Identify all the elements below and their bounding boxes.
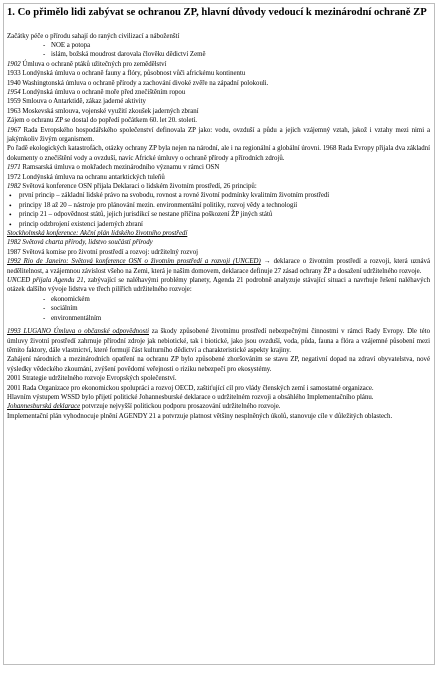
document-page xyxy=(3,3,435,665)
paragraph-text: → deklarace o životním prostředí a rozvoji, která uznává nedělitelnost, a vzájemnou závislost všeho na Zemi, která je naším domovem, deklarace definuje 27 zásad ochrany ŽP a dosažení udržitelného rozvoje. xyxy=(7,258,430,275)
dash-marker: - xyxy=(43,51,46,59)
paragraph-lead: 1992 Rio de Janeiro: Světová konference OSN o životním prostředí a rozvoji (UNCED) xyxy=(7,258,261,266)
bullet-list-item xyxy=(7,201,430,210)
bullet-icon: • xyxy=(9,191,12,201)
paragraph-lead: 1954 xyxy=(7,88,21,96)
paragraph-lead: UNCED přijala Agendu 21, xyxy=(7,277,86,285)
paragraph-text: 1933 Londýnská úmluva o ochraně fauny a flóry, působnost vůči africkému kontinentu xyxy=(7,70,246,78)
list-item-text: NOE a potopa xyxy=(51,41,91,49)
dash-marker: - xyxy=(43,314,46,322)
bullet-list-item xyxy=(7,210,430,219)
paragraph-text: 1959 Smlouva o Antarktidě, zákaz jaderné aktivity xyxy=(7,98,146,106)
paragraph-lead: 1971 xyxy=(7,164,21,172)
paragraph xyxy=(7,393,430,402)
list-item-text: environmentálním xyxy=(51,314,102,322)
paragraph xyxy=(7,327,430,355)
dash-list-item xyxy=(7,295,430,304)
dash-marker: - xyxy=(43,295,46,303)
list-item-text: sociálním xyxy=(51,305,78,313)
paragraph xyxy=(7,97,430,106)
paragraph-text: Rada Evropského hospodářského společenství definovala ZP jako: vodu, ovzduší a půdu a jejich vzájemný vztah, jakož i vztahy mezi nimi a jakýmkoliv živým organismem. xyxy=(7,126,430,143)
paragraph xyxy=(7,374,430,383)
paragraph xyxy=(7,79,430,88)
paragraph xyxy=(7,88,430,97)
paragraph xyxy=(7,238,430,247)
paragraph-text: 1940 Washingtonská úmluva o ochraně přírody a zachování divoké zvěře na západní polokouli. xyxy=(7,79,269,87)
list-item-text: principy 18 až 20 – nástroje pro plánování mezin. environmentální politiky, rozvoj vědy a technologií xyxy=(19,201,298,209)
paragraph-text: Zájem o ochranu ZP se dostal do popředí počátkem 60. let 20. století. xyxy=(7,117,197,125)
paragraph-text: zabývající se naléhavými problémy planety, Agenda 21 podrobně analyzuje stávající situaci a navrhuje řešení naléhavých otázek dalšího vývoje lidstva ve třech pilířích udržitelného rozvoje: xyxy=(7,277,430,294)
bullet-list-item xyxy=(7,191,430,200)
paragraph-text: Implementační plán vyhodnocuje plnění AGENDY 21 a potvrzuje platnost většiny nesplněných úkolů, stanovuje cíle v důležitých oblastech. xyxy=(7,412,393,420)
list-item-text: princip 21 – odpovědnost států, jejich jurisdikcí se nestane příčina poškození ŽP jiných států xyxy=(19,211,273,219)
paragraph-text: Úmluva o ochraně ptáků užitečných pro zemědělství xyxy=(20,60,167,68)
paragraph xyxy=(7,355,430,374)
paragraph xyxy=(7,248,430,257)
paragraph xyxy=(7,173,430,182)
paragraph xyxy=(7,276,430,295)
paragraph-text: Hlavním výstupem WSSD bylo přijetí politické Johannesburské deklarace o udržitelném rozvoji a obsáhlého Implementačního plánu. xyxy=(7,393,374,401)
paragraph-text: za škody způsobené životnímu prostředí nebezpečnými činnostmi v rámci Rady Evropy. Dle této úmluvy životní prostředí zahrnuje přírodní zdroje jak nebiotické, tak i biotické, jako jsou ovzduší, voda, půda, fauna a flóra a vzájemné působení mezi těmito faktory, dále vlastnictví, které formují část kulturního dědictví a charakteristické aspekty krajiny. xyxy=(7,328,430,354)
paragraph-text: 1972 Londýnská úmluva na ochranu antarktických tuleňů xyxy=(7,173,165,181)
list-item-text: princip odzbrojení existenci jaderných zbraní xyxy=(19,220,143,228)
paragraph-text: Po řadě ekologických katastrofách, otázky ochrany ZP byla nejen na národní, ale i na regionální a globální úrovni. 1968 Rada Evropy přijala dva základní dokumenty o znečištění vody a ovzduší, navíc Africké úmluvy o ochraně přírody a přírodních zdrojů. xyxy=(7,145,430,162)
paragraph xyxy=(7,144,430,163)
dash-marker: - xyxy=(43,41,46,49)
paragraph xyxy=(7,402,430,411)
paragraph-text: Londýnská úmluva o ochraně moře před znečištěním ropou xyxy=(20,88,186,96)
paragraph-lead: 1993 LUGANO Úmluva o občanské odpovědnosti xyxy=(7,328,149,336)
bullet-icon: • xyxy=(9,210,12,220)
paragraph xyxy=(7,107,430,116)
paragraph-lead: 1902 xyxy=(7,60,21,68)
paragraph xyxy=(7,384,430,393)
paragraph-text: 2001 Rada Organizace pro ekonomickou spolupráci a rozvoj OECD, zaštiťující cíl pro vlády členských zemí i samostatné organizace. xyxy=(7,384,374,392)
paragraph xyxy=(7,116,430,125)
list-item-text: ekonomickém xyxy=(51,295,90,303)
page-title: 1. Co přimělo lidi zabývat se ochranou ZP, hlavní důvody vedoucí k mezinárodní ochraně ZP xyxy=(7,7,427,18)
document-body xyxy=(7,32,430,422)
paragraph xyxy=(7,126,430,145)
paragraph-text: Světová konference OSN přijala Deklaraci o lidském životním prostředí, 26 principů: xyxy=(20,183,257,190)
dash-marker: - xyxy=(43,305,46,313)
bullet-icon: • xyxy=(9,219,12,229)
list-item-text: islám, božská moudrost darovala člověku dědictví Země xyxy=(51,51,206,59)
paragraph xyxy=(7,257,430,276)
paragraph xyxy=(7,69,430,78)
dash-list-item xyxy=(7,304,430,313)
paragraph-text: 1982 Světová charta přírody, lidstvo součástí přírody xyxy=(7,239,153,247)
paragraph-lead: Johannesburská deklarace xyxy=(7,403,81,411)
paragraph-text: Začátky péče o přírodu sahají do raných civilizací a náboženští xyxy=(7,32,180,40)
paragraph-text: Zahájení národních a mezinárodních opatření na ochranu ZP bylo způsobené zhoršováním se stavu ZP, negativní dopad na zdraví obyvatelstva, nové výsledky vědeckého zkoumání, zvýšení povědomí veřejnosti o riziku nebezpečí pro ekosystémy. xyxy=(7,356,430,373)
bullet-icon: • xyxy=(9,200,12,210)
paragraph xyxy=(7,163,430,172)
paragraph-lead: 1982 xyxy=(7,183,21,190)
paragraph-lead: 1967 xyxy=(7,126,21,134)
paragraph xyxy=(7,412,430,421)
dash-list-item xyxy=(7,314,430,323)
paragraph-text: 1963 Moskevská smlouva, vojenské využití zkoušek jaderných zbraní xyxy=(7,107,199,115)
paragraph xyxy=(7,32,430,41)
paragraph xyxy=(7,182,430,191)
paragraph-text: Ramsarská úmluva o mokřadech mezinárodního významu v rámci OSN xyxy=(20,164,220,172)
dash-list-item xyxy=(7,50,430,59)
paragraph-text: 1987 Světová komise pro životní prostředí a rozvoj: udržitelný rozvoj xyxy=(7,248,199,256)
bullet-list-item xyxy=(7,220,430,229)
paragraph xyxy=(7,229,430,238)
paragraph-text: 2001 Strategie udržitelného rozvoje Evropských společenství. xyxy=(7,375,177,383)
dash-list-item xyxy=(7,41,430,50)
paragraph xyxy=(7,60,430,69)
paragraph-text: Stockholmská konference: Akční plán lidského životního prostředí xyxy=(7,230,188,238)
list-item-text: první princip – základní lidské právo na svobodu, rovnost a rovné životní podmínky kvalitním životním prostředí xyxy=(19,192,330,200)
paragraph-text: potvrzuje nejvyšší politickou podporu prosazování udržitelného rozvoje. xyxy=(80,403,281,411)
